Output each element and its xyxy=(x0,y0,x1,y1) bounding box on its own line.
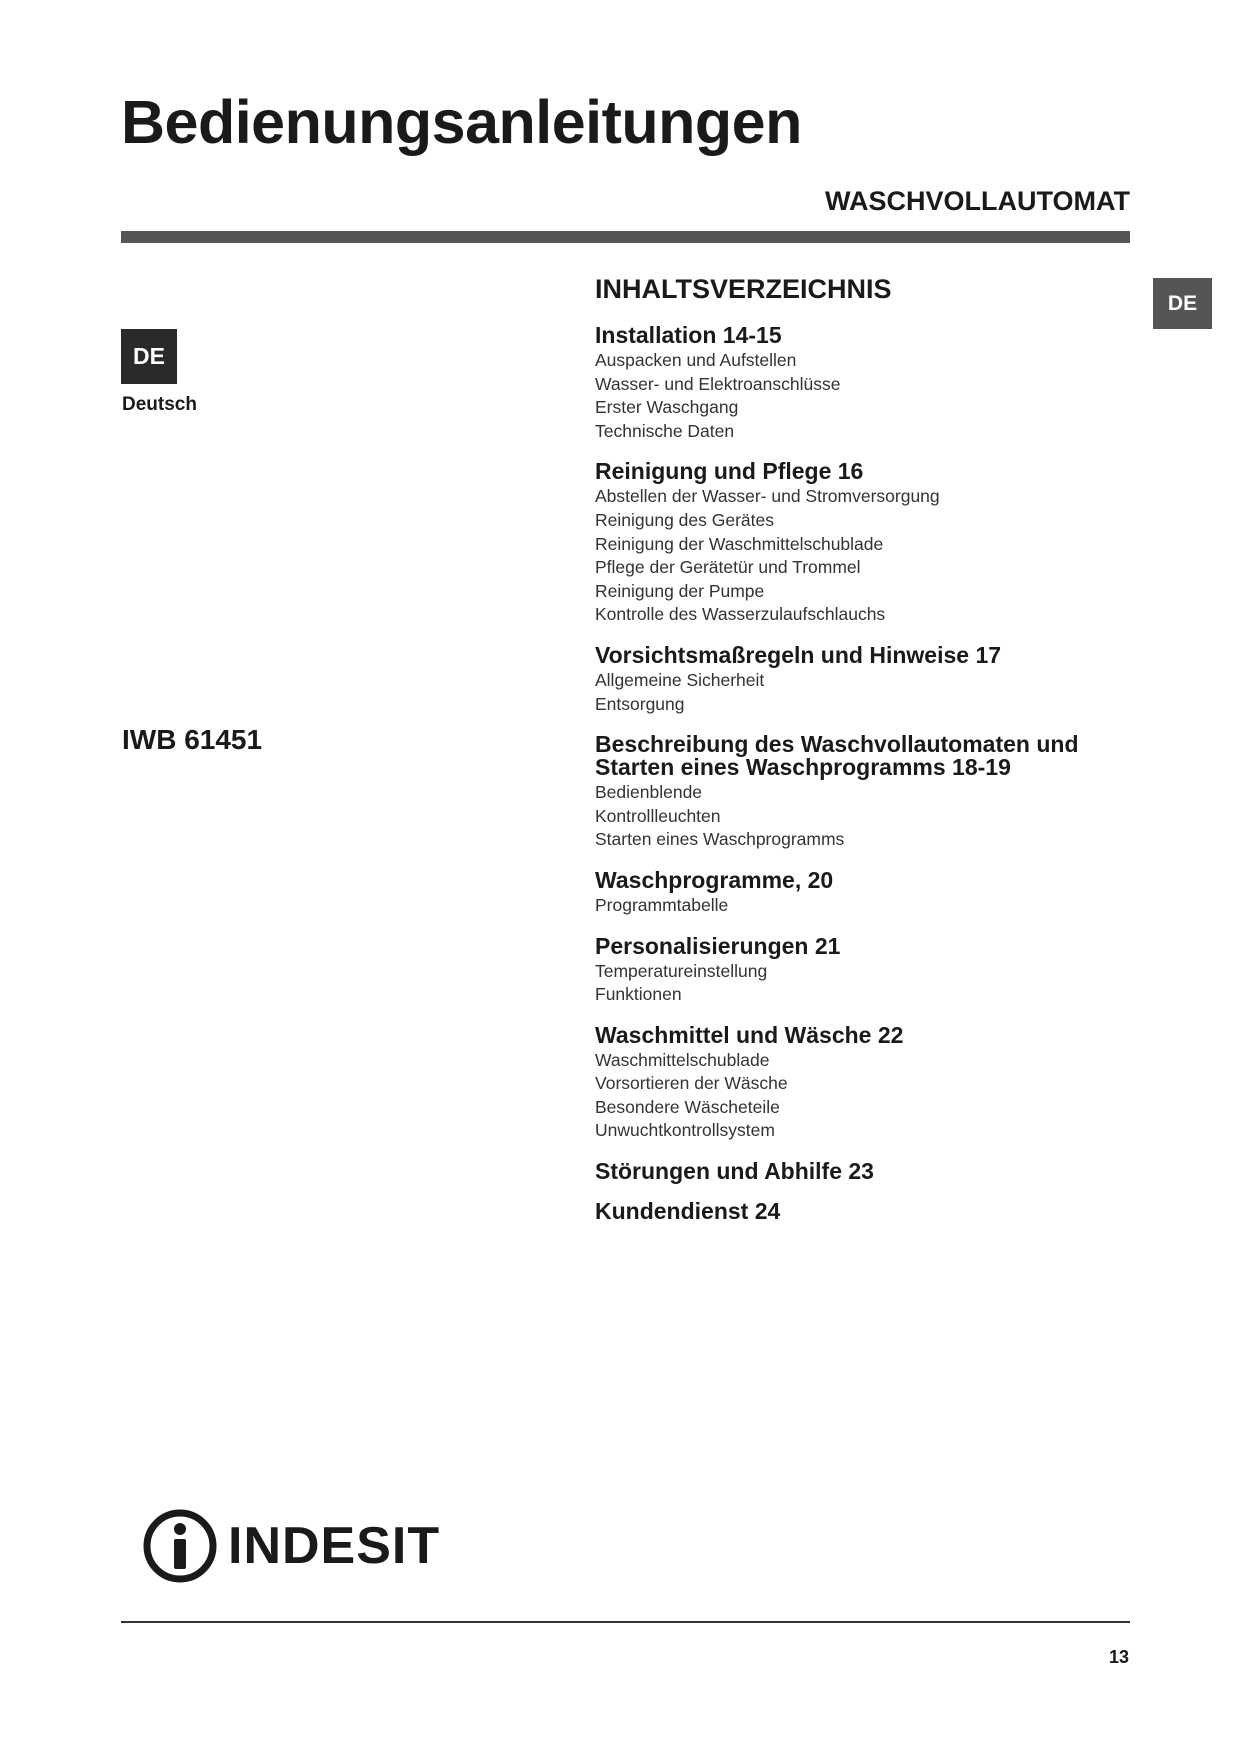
toc-subitem[interactable]: Allgemeine Sicherheit xyxy=(595,669,765,690)
toc-sections xyxy=(595,324,1135,1223)
toc-subitem[interactable]: Wasser- und Elektroanschlüsse xyxy=(595,373,841,394)
language-code-badge: DE xyxy=(121,329,177,384)
page-title: Bedienungsanleitungen xyxy=(121,88,802,156)
toc-subitem-list xyxy=(595,349,1135,443)
toc-subitem[interactable]: Reinigung der Pumpe xyxy=(595,580,765,601)
page-number: 13 xyxy=(1108,1647,1129,1667)
toc-section-title[interactable]: Reinigung und Pflege 16 xyxy=(595,458,864,485)
toc-heading: INHALTSVERZEICHNIS xyxy=(595,274,892,304)
toc-section-title[interactable]: Beschreibung des Waschvollautomaten und Starten eines Waschprogramms 18-19 xyxy=(595,731,1079,781)
toc-subitem[interactable]: Reinigung der Waschmittelschublade xyxy=(595,533,884,554)
toc-subitem-list xyxy=(595,781,1135,852)
toc-subitem[interactable]: Kontrollleuchten xyxy=(595,805,721,826)
toc-subitem[interactable]: Pflege der Gerätetür und Trommel xyxy=(595,557,861,578)
toc-subitem-list xyxy=(595,669,1135,716)
toc-section xyxy=(595,641,1135,716)
toc-subitem[interactable]: Reinigung des Gerätes xyxy=(595,509,774,530)
toc-subitem[interactable]: Besondere Wäscheteile xyxy=(595,1096,780,1117)
table-of-contents xyxy=(595,273,1135,1240)
toc-section-title[interactable]: Vorsichtsmaßregeln und Hinweise 17 xyxy=(595,641,1002,668)
toc-subitem[interactable]: Erster Waschgang xyxy=(595,397,739,418)
header-divider xyxy=(121,231,1130,243)
toc-section xyxy=(595,460,1135,627)
language-side-tab[interactable]: DE xyxy=(1153,278,1212,329)
toc-subitem[interactable]: Technische Daten xyxy=(595,420,735,441)
toc-subitem[interactable]: Programmtabelle xyxy=(595,894,729,915)
toc-section xyxy=(595,866,1135,918)
toc-section-title[interactable]: Störungen und Abhilfe 23 xyxy=(595,1158,874,1185)
toc-section xyxy=(595,733,1135,852)
toc-subitem-list xyxy=(595,1049,1135,1143)
toc-subitem[interactable]: Unwuchtkontrollsystem xyxy=(595,1120,775,1141)
toc-subitem[interactable]: Kontrolle des Wasserzulaufschlauchs xyxy=(595,604,886,625)
toc-section xyxy=(595,1160,1135,1183)
toc-section xyxy=(595,1021,1135,1143)
toc-subitem[interactable]: Temperatureinstellung xyxy=(595,960,768,981)
toc-subitem[interactable]: Funktionen xyxy=(595,984,682,1005)
toc-subitem[interactable]: Starten eines Waschprogramms xyxy=(595,829,845,850)
toc-subitem-list xyxy=(595,485,1135,627)
toc-subitem[interactable]: Entsorgung xyxy=(595,693,685,714)
toc-section-title[interactable]: Kundendienst 24 xyxy=(595,1198,781,1225)
indesit-logo-icon xyxy=(142,1508,218,1584)
language-name: Deutsch xyxy=(122,394,197,415)
toc-subitem[interactable]: Bedienblende xyxy=(595,782,703,803)
toc-subitem[interactable]: Waschmittelschublade xyxy=(595,1049,770,1070)
toc-subitem-list xyxy=(595,960,1135,1007)
toc-subitem-list xyxy=(595,894,1135,918)
toc-section-title[interactable]: Waschprogramme, 20 xyxy=(595,866,834,893)
brand-name: INDESIT xyxy=(228,1517,441,1575)
toc-subitem[interactable]: Auspacken und Aufstellen xyxy=(595,350,797,370)
toc-section xyxy=(595,932,1135,1007)
product-subtitle: WASCHVOLLAUTOMAT xyxy=(825,186,1130,216)
toc-subitem[interactable]: Vorsortieren der Wäsche xyxy=(595,1073,788,1094)
footer-divider xyxy=(121,1621,1130,1623)
toc-subitem[interactable]: Abstellen der Wasser- und Stromversorgung xyxy=(595,486,940,507)
brand-logo xyxy=(142,1510,440,1582)
toc-section-title[interactable]: Personalisierungen 21 xyxy=(595,932,841,959)
toc-section-title[interactable]: Installation 14-15 xyxy=(595,322,782,348)
toc-section xyxy=(595,324,1135,443)
toc-section-title[interactable]: Waschmittel und Wäsche 22 xyxy=(595,1021,904,1048)
toc-section xyxy=(595,1200,1135,1223)
model-number: IWB 61451 xyxy=(122,724,263,755)
